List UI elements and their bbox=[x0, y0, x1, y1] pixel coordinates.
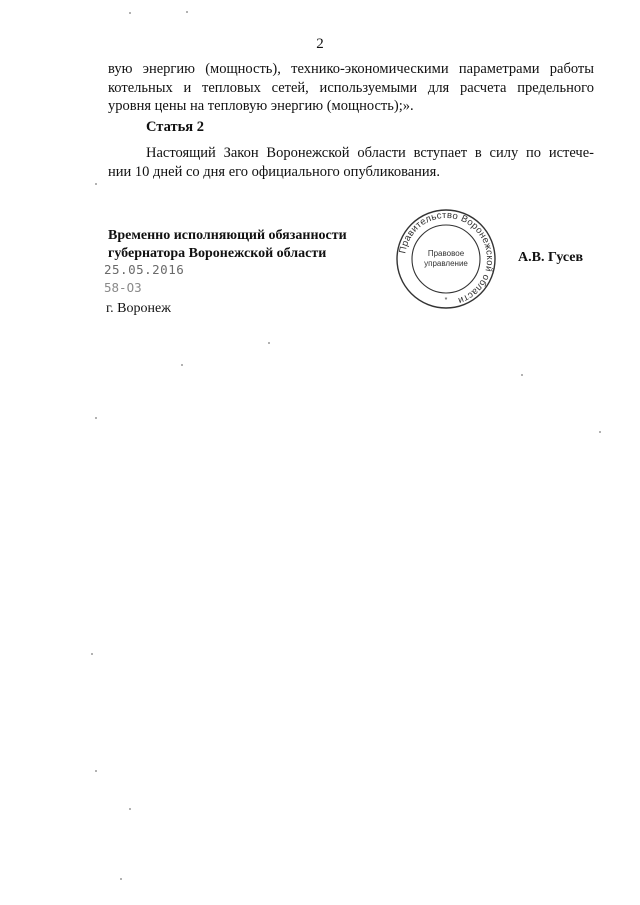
law-date: 25.05.2016 bbox=[104, 262, 185, 277]
scan-speck bbox=[268, 342, 270, 344]
scan-speck bbox=[181, 364, 183, 366]
paragraph-1-line: вую энергию (мощность), технико-экономическими параметрами работы bbox=[108, 61, 594, 77]
scan-speck bbox=[95, 183, 97, 185]
official-seal bbox=[394, 207, 498, 311]
seal-inner-text-1: Правовое bbox=[427, 249, 465, 258]
signer-name: А.В. Гусев bbox=[518, 250, 584, 265]
signatory-position bbox=[108, 227, 347, 263]
seal-star-icon: * bbox=[444, 297, 448, 304]
paragraph-2-line: Настоящий Закон Воронежской области вступает в силу по истече- bbox=[146, 145, 594, 161]
article-heading: Статья 2 bbox=[146, 119, 204, 135]
paragraph-2 bbox=[108, 144, 594, 181]
scan-speck bbox=[129, 808, 131, 810]
paragraph-1-line: котельных и тепловых сетей, используемыми для расчета предельного bbox=[108, 79, 594, 96]
paragraph-1 bbox=[108, 60, 594, 116]
scan-speck bbox=[95, 417, 97, 419]
seal-outer-text: Правительство Воронежской области bbox=[397, 209, 496, 307]
paragraph-1-line: уровня цены на тепловую энергию (мощность);». bbox=[108, 98, 414, 114]
seal-inner-text-2: управление bbox=[424, 259, 468, 268]
page-number: 2 bbox=[316, 36, 324, 52]
scan-speck bbox=[91, 653, 93, 655]
scan-speck bbox=[129, 12, 131, 14]
paragraph-2-line: нии 10 дней со дня его официального опубликования. bbox=[108, 163, 440, 180]
signatory-position-line: губернатора Воронежской области bbox=[108, 246, 327, 261]
law-number: 58-ОЗ bbox=[104, 280, 142, 295]
scan-speck bbox=[599, 431, 601, 433]
signatory-position-line: Временно исполняющий обязанности bbox=[108, 228, 347, 243]
scan-speck bbox=[120, 878, 122, 880]
scan-speck bbox=[521, 374, 523, 376]
city: г. Воронеж bbox=[106, 301, 171, 316]
scan-speck bbox=[95, 770, 97, 772]
scan-speck bbox=[186, 11, 188, 13]
